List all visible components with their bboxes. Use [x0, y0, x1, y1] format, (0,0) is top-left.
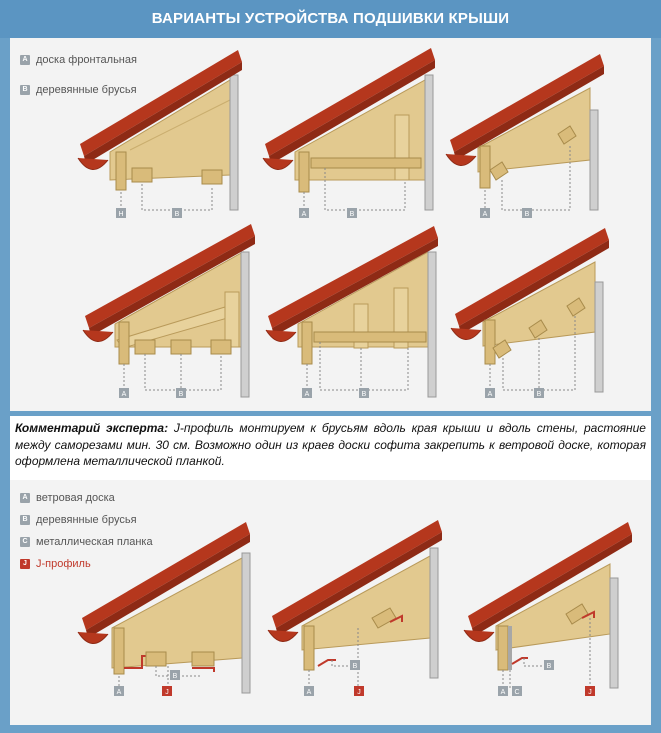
legend-code: A [20, 55, 30, 65]
svg-text:B: B [524, 211, 530, 218]
roof-diagram-8 [262, 518, 452, 703]
svg-text:B: B [546, 663, 552, 670]
legend-code: B [20, 85, 30, 95]
svg-text:A: A [121, 391, 127, 398]
svg-text:J: J [165, 689, 169, 696]
legend-code: C [20, 537, 30, 547]
legend-label: деревянные брусья [36, 514, 137, 527]
legend-code: A [20, 493, 30, 503]
svg-text:B: B [172, 673, 178, 680]
svg-text:B: B [178, 391, 184, 398]
comment-text: J-профиль монтируем к брусьям вдоль края крыши и вдоль стены, растояние между саморезами мин. 30 см. Возможно один из краев доски софита закрепить к ветровой доске, которая оформлена металлической планкой. [15, 421, 646, 468]
page-title: ВАРИАНТЫ УСТРОЙСТВА ПОДШИВКИ КРЫШИ [0, 0, 661, 38]
legend-label: доска фронтальная [36, 54, 137, 67]
roof-diagram-2 [255, 40, 445, 225]
legend-item-a [20, 492, 153, 514]
roof-diagram-1 [70, 40, 250, 225]
svg-text:H: H [118, 211, 124, 218]
roof-diagram-6 [445, 222, 620, 407]
svg-text:C: C [514, 689, 520, 696]
svg-text:B: B [349, 211, 355, 218]
svg-text:B: B [361, 391, 367, 398]
svg-text:B: B [352, 663, 358, 670]
roof-diagram-3 [440, 40, 620, 225]
svg-text:J: J [588, 689, 592, 696]
svg-text:A: A [487, 391, 493, 398]
legend-label: ветровая доска [36, 492, 115, 505]
roof-diagram-4 [75, 222, 265, 407]
svg-text:A: A [482, 211, 488, 218]
legend-label: деревянные брусья [36, 84, 137, 97]
legend-label: металлическая планка [36, 536, 153, 549]
svg-text:B: B [536, 391, 542, 398]
svg-text:B: B [174, 211, 180, 218]
expert-comment [10, 416, 651, 482]
comment-lead: Комментарий эксперта: [15, 421, 169, 435]
legend-label: J-профиль [36, 558, 91, 571]
roof-diagram-5 [258, 222, 448, 407]
svg-text:A: A [301, 211, 307, 218]
svg-text:J: J [357, 689, 361, 696]
svg-text:A: A [116, 689, 122, 696]
legend-code: B [20, 515, 30, 525]
roof-diagram-9 [458, 518, 638, 703]
svg-text:A: A [304, 391, 310, 398]
svg-text:A: A [500, 689, 506, 696]
roof-diagram-7 [72, 518, 262, 703]
legend-code: J [20, 559, 30, 569]
svg-text:A: A [306, 689, 312, 696]
